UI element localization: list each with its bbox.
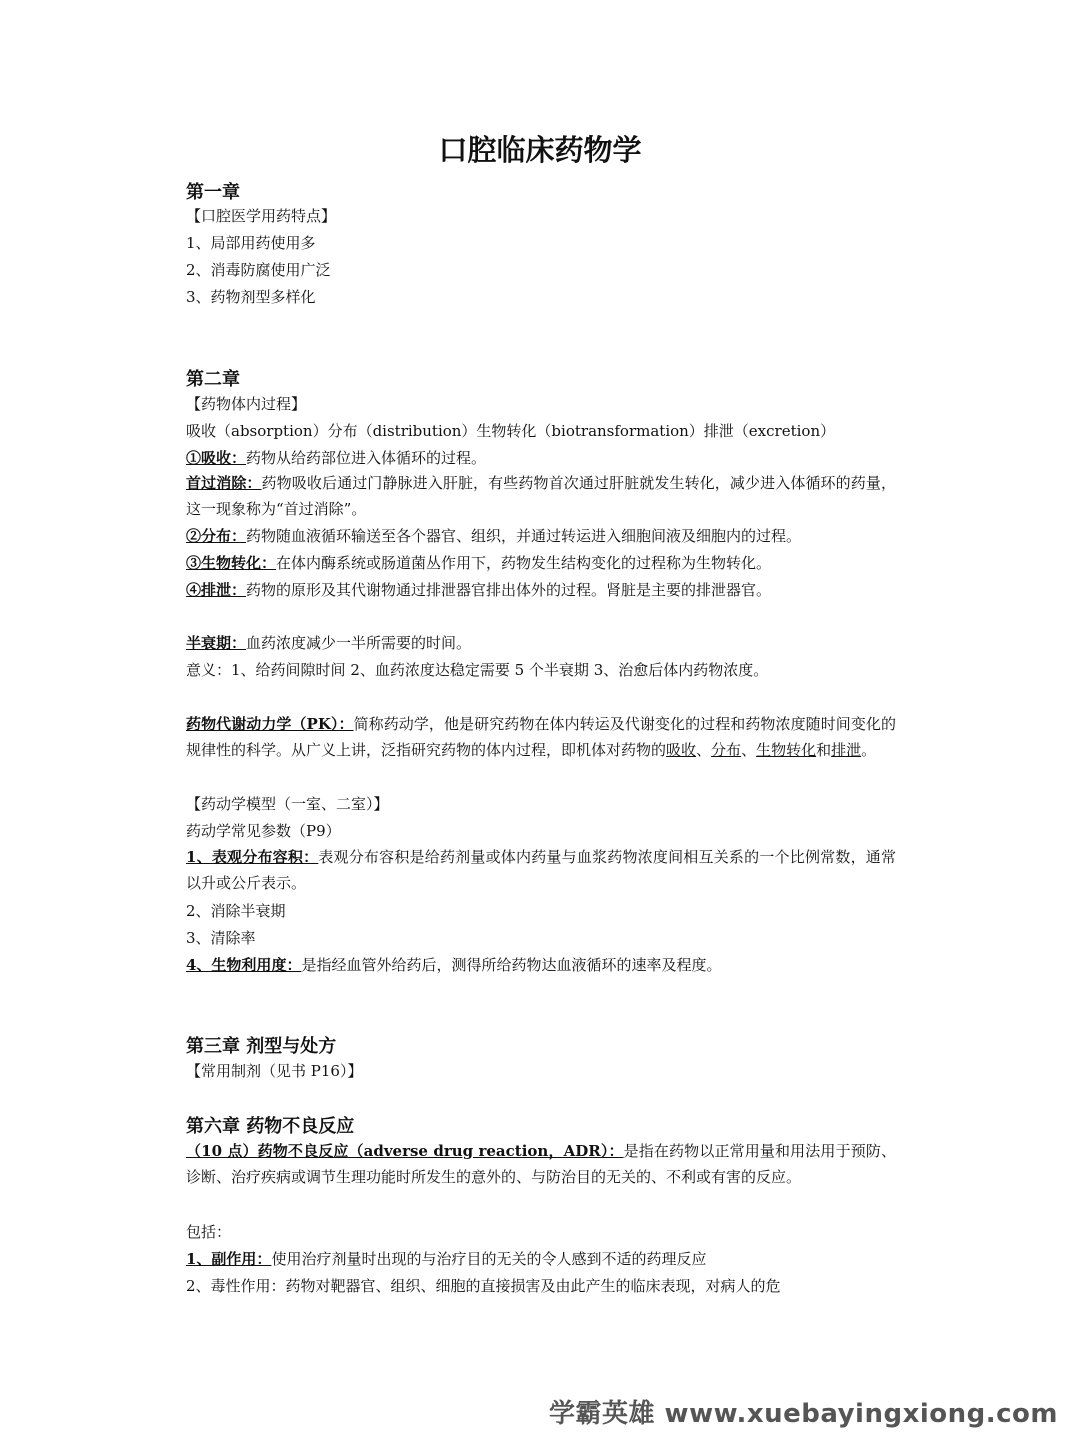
side-effect-text: 使用治疗剂量时出现的与治疗目的无关的令人感到不适的药理反应	[271, 1250, 707, 1268]
distribution-text: 药物随血液循环输送至各个器官、组织，并通过转运进入细胞间液及细胞内的过程。	[246, 527, 802, 545]
distribution-term: ②分布：	[186, 527, 247, 545]
pk-word-excretion: 排泄	[831, 741, 862, 759]
biotransformation-definition	[186, 551, 896, 575]
pk-sep-2: 、	[741, 741, 757, 759]
pk-sep-1: 、	[696, 741, 712, 759]
pk-word-biotransformation: 生物转化	[756, 741, 817, 759]
pk-sep-3: 和	[816, 741, 832, 759]
ch1-section: 【口腔医学用药特点】	[186, 207, 337, 225]
vd-text: 表观分布容积是给药剂量或体内药量与血浆药物浓度间相互关系的一个比例常数，通常以升或公斤表示。	[186, 848, 896, 892]
pk-text: 简称药动学，他是研究药物在体内转运及代谢变化的过程和药物浓度随时间变化的规律性的科学。从广义上讲，泛指研究药物的体内过程，即机体对药物的	[186, 715, 896, 759]
ch2-section: 【药物体内过程】	[186, 395, 307, 413]
includes-label: 包括：	[186, 1223, 232, 1241]
vd-definition	[186, 844, 896, 896]
pk-model-section: 【药动学模型（一室、二室）】	[186, 795, 389, 813]
param-3: 3、清除率	[186, 929, 256, 947]
chapter-6-heading: 第六章 药物不良反应	[186, 1116, 355, 1137]
adr-definition	[186, 1138, 896, 1190]
ch1-item-2: 2、消毒防腐使用广泛	[186, 261, 331, 279]
excretion-definition	[186, 578, 896, 602]
side-effect-definition	[186, 1247, 896, 1271]
halflife-definition	[186, 631, 896, 655]
pk-word-distribution: 分布	[711, 741, 742, 759]
chapter-3-heading: 第三章 剂型与处方	[186, 1036, 337, 1057]
side-effect-term: 1、副作用：	[186, 1250, 272, 1268]
biotransformation-term: ③生物转化：	[186, 554, 277, 572]
first-pass-term: 首过消除：	[186, 474, 262, 492]
bioavailability-term: 4、生物利用度：	[186, 956, 302, 974]
distribution-definition	[186, 524, 896, 548]
pk-params-heading: 药动学常见参数（P9）	[186, 822, 341, 840]
excretion-text: 药物的原形及其代谢物通过排泄器官排出体外的过程。肾脏是主要的排泄器官。	[246, 581, 772, 599]
ch3-section: 【常用制剂（见书 P16）】	[186, 1062, 363, 1080]
watermark: 学霸英雄 www.xuebayingxiong.com	[549, 1399, 1058, 1429]
absorption-definition	[186, 446, 896, 470]
pk-word-absorption: 吸收	[666, 741, 697, 759]
first-pass-definition	[186, 470, 896, 522]
absorption-text: 药物从给药部位进入体循环的过程。	[246, 449, 487, 467]
pk-term: 药物代谢动力学（PK）：	[186, 715, 354, 733]
excretion-term: ④排泄：	[186, 581, 247, 599]
halflife-text: 血药浓度减少一半所需要的时间。	[246, 634, 472, 652]
bioavailability-definition	[186, 953, 896, 977]
halflife-significance: 意义：1、给药间隙时间 2、血药浓度达稳定需要 5 个半衰期 3、治愈后体内药物浓度。	[186, 661, 769, 679]
adr-term: （10 点）药物不良反应（adverse drug reaction，ADR）：	[186, 1142, 624, 1160]
pk-definition	[186, 711, 896, 763]
chapter-2-heading: 第二章	[186, 369, 240, 390]
toxic-effect-line: 2、毒性作用：药物对靶器官、组织、细胞的直接损害及由此产生的临床表现，对病人的危	[186, 1277, 781, 1295]
bioavailability-text: 是指经血管外给药后，测得所给药物达血液循环的速率及程度。	[301, 956, 722, 974]
chapter-1-heading: 第一章	[186, 182, 240, 203]
first-pass-text: 药物吸收后通过门静脉进入肝脏，有些药物首次通过肝脏就发生转化，减少进入体循环的药量，这一现象称为“首过消除”。	[186, 474, 896, 518]
ch2-process: 吸收（absorption）分布（distribution）生物转化（biotransformation）排泄（excretion）	[186, 422, 836, 440]
param-2: 2、消除半衰期	[186, 902, 286, 920]
ch1-item-1: 1、局部用药使用多	[186, 234, 316, 252]
biotransformation-text: 在体内酶系统或肠道菌丛作用下，药物发生结构变化的过程称为生物转化。	[276, 554, 772, 572]
pk-end: 。	[861, 741, 877, 759]
halflife-term: 半衰期：	[186, 634, 247, 652]
vd-term: 1、表观分布容积：	[186, 848, 319, 866]
absorption-term: ①吸收：	[186, 449, 247, 467]
ch1-item-3: 3、药物剂型多样化	[186, 288, 316, 306]
adr-text: 是指在药物以正常用量和用法用于预防、诊断、治疗疾病或调节生理功能时所发生的意外的、与防治目的无关的、不利或有害的反应。	[186, 1142, 896, 1186]
page-title: 口腔临床药物学	[438, 133, 642, 167]
